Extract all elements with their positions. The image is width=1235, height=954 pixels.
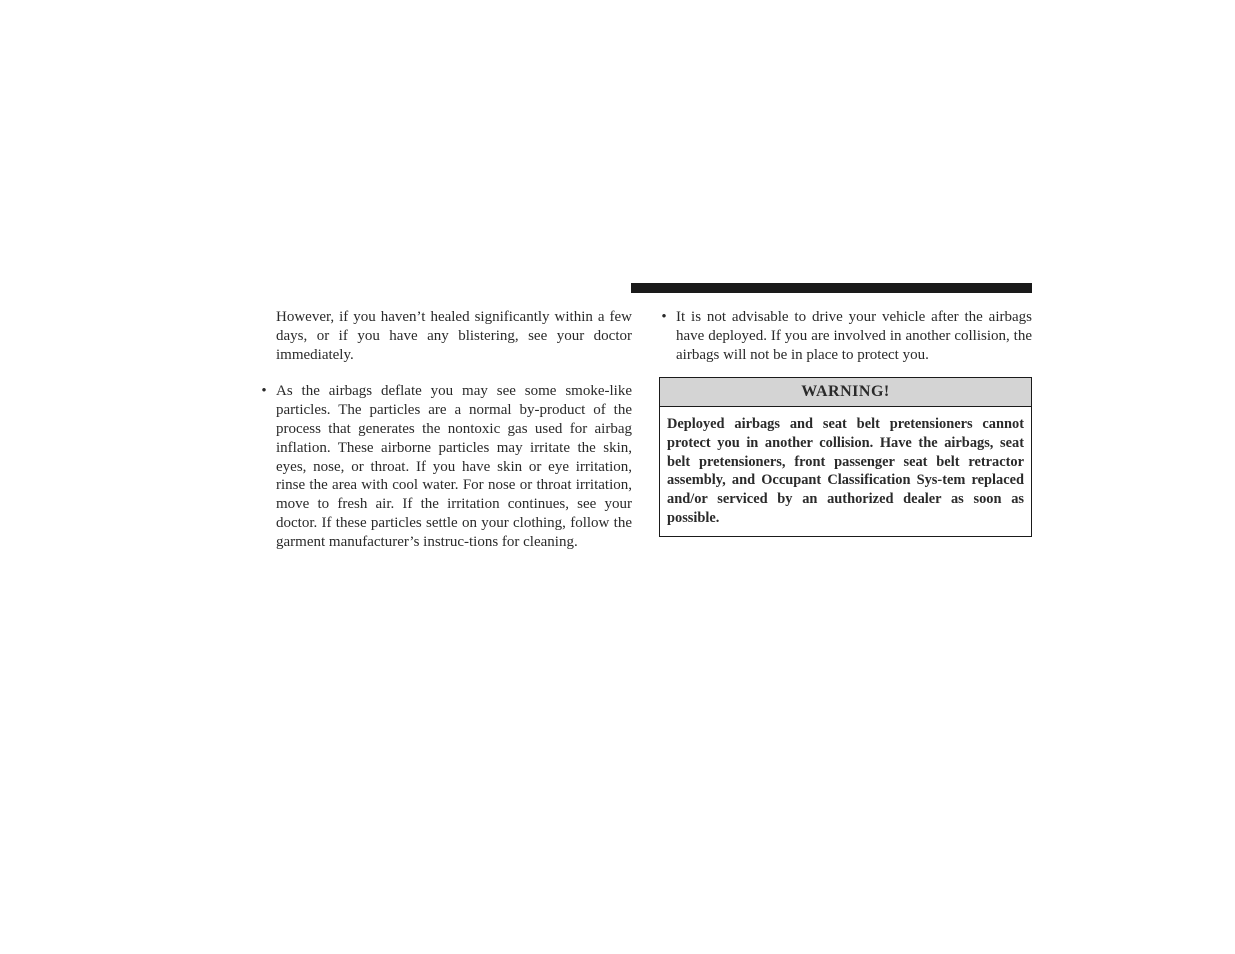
section-header-bar <box>631 283 1032 293</box>
bullet-paragraph: As the airbags deflate you may see some smoke-like particles. The particles are a normal by-product of the process that generates the nontoxic gas used for airbag inflation. These airborne particles may irritate the skin, eyes, nose, or throat. If you have skin or eye irritation, rinse the area with cool water. For nose or throat irritation, move to fresh air. If the irritation continues, see your doctor. If these particles settle on your clothing, follow the garment manufacturer’s instruc-tions for cleaning. <box>276 383 632 550</box>
left-column <box>258 308 632 552</box>
right-column <box>658 308 1032 364</box>
bullet-icon: • <box>661 309 667 325</box>
list-item <box>658 308 1032 364</box>
warning-box <box>659 377 1032 537</box>
bullet-icon: • <box>261 383 267 400</box>
bullet-paragraph: It is not advisable to drive your vehicle after the airbags have deployed. If you are involved in another collision, the airbags will not be in place to protect you. <box>676 309 1032 363</box>
warning-title: WARNING! <box>660 378 1031 407</box>
list-item <box>258 382 632 551</box>
continuation-paragraph: However, if you haven’t healed significantly within a few days, or if you have any blistering, see your doctor immediately. <box>276 309 632 363</box>
warning-text: Deployed airbags and seat belt pretensioners cannot protect you in another collision. Have the airbags, seat belt pretensioners, front passenger seat belt retractor assembly, and Occupant Classification Sys-tem replaced and/or serviced by an authorized dealer as soon as possible. <box>667 416 1024 526</box>
